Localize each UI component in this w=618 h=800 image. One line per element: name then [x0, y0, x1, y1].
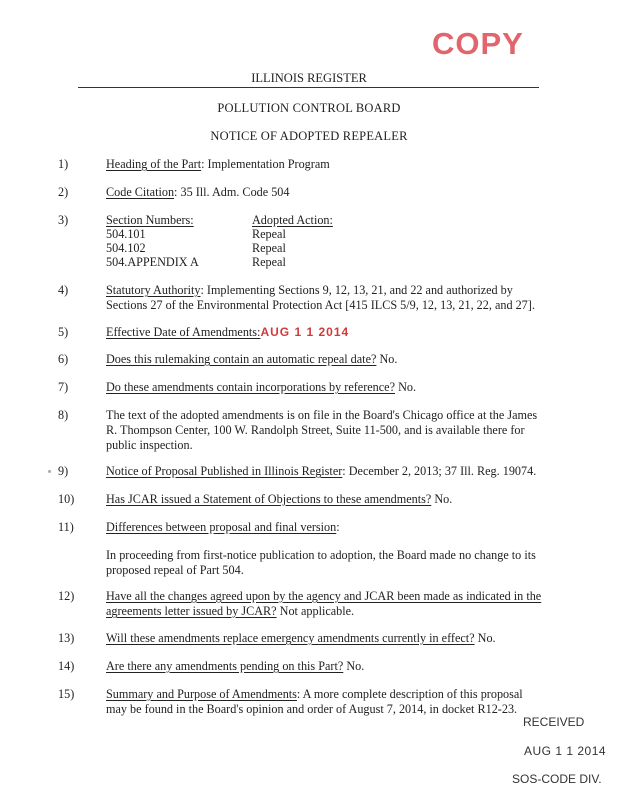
- item-label: Are there any amendments pending on this Part?: [106, 659, 344, 673]
- item-text: : Implementing Sections 9, 12, 13, 21, and 22 and authorized by: [200, 283, 513, 297]
- adopted-action: Repeal: [252, 241, 286, 255]
- register-heading: ILLINOIS REGISTER: [251, 71, 367, 85]
- section-number: 504.APPENDIX A: [106, 255, 199, 269]
- section-number: 504.102: [106, 241, 146, 255]
- item-text: : December 2, 2013; 37 Ill. Reg. 19074.: [342, 464, 537, 478]
- received-stamp-division: SOS-CODE DIV.: [512, 772, 602, 786]
- item-text-line: public inspection.: [106, 438, 193, 452]
- item-number: 4): [58, 283, 69, 297]
- item-text: No.: [431, 492, 453, 506]
- item-number: 12): [58, 589, 75, 603]
- notice-title: NOTICE OF ADOPTED REPEALER: [210, 129, 408, 143]
- item-3: [0, 213, 618, 273]
- item-label: Do these amendments contain incorporations by reference?: [106, 380, 396, 394]
- item-number: 8): [58, 408, 69, 422]
- item-label: agreements letter issued by JCAR?: [106, 604, 277, 618]
- item-label: Notice of Proposal Published in Illinois Register: [106, 464, 343, 478]
- item-text: : A more complete description of this proposal: [296, 687, 523, 701]
- item-label: Code Citation: [106, 185, 175, 199]
- item-number: 7): [58, 380, 69, 394]
- item-number: 10): [58, 492, 75, 506]
- item-number: 1): [58, 157, 69, 171]
- item-text: No.: [343, 659, 365, 673]
- item-text: : 35 Ill. Adm. Code 504: [174, 185, 290, 199]
- item-number: 3): [58, 213, 69, 227]
- received-stamp-date: AUG 1 1 2014: [524, 744, 607, 758]
- item-text-line: In proceeding from first-notice publication to adoption, the Board made no change to its: [106, 548, 536, 562]
- item-label: Effective Date of Amendments:: [106, 325, 261, 339]
- item-label: Heading of the Part: [106, 157, 202, 171]
- effective-date-stamp: AUG 1 1 2014: [260, 325, 350, 339]
- header-rule: [78, 87, 539, 88]
- item-text: :: [336, 520, 340, 534]
- item-text: : Implementation Program: [201, 157, 330, 171]
- received-stamp-label: RECEIVED: [523, 715, 585, 729]
- scan-speck: [48, 470, 51, 473]
- adopted-action-header: Adopted Action:: [252, 213, 333, 227]
- item-number: 2): [58, 185, 69, 199]
- adopted-action: Repeal: [252, 227, 286, 241]
- section-number: 504.101: [106, 227, 146, 241]
- item-number: 6): [58, 352, 69, 366]
- item-number: 9): [58, 464, 69, 478]
- item-label: Have all the changes agreed upon by the agency and JCAR been made as indicated in the: [106, 589, 542, 603]
- item-text: No.: [474, 631, 496, 645]
- item-label: Has JCAR issued a Statement of Objections to these amendments?: [106, 492, 432, 506]
- item-text-line: The text of the adopted amendments is on file in the Board's Chicago office at the James: [106, 408, 538, 422]
- item-text-line: R. Thompson Center, 100 W. Randolph Street, Suite 11-500, and is available there for: [106, 423, 525, 437]
- item-number: 13): [58, 631, 75, 645]
- item-label: Does this rulemaking contain an automatic repeal date?: [106, 352, 377, 366]
- item-label: Summary and Purpose of Amendments: [106, 687, 297, 701]
- item-label: Will these amendments replace emergency amendments currently in effect?: [106, 631, 475, 645]
- item-text-line: Sections 27 of the Environmental Protection Act [415 ILCS 5/9, 12, 13, 21, 22, and 27].: [106, 298, 535, 312]
- item-text: No.: [395, 380, 417, 394]
- item-number: 11): [58, 520, 74, 534]
- item-number: 5): [58, 325, 69, 339]
- item-number: 15): [58, 687, 75, 701]
- item-label: Differences between proposal and final version: [106, 520, 337, 534]
- item-text-line: may be found in the Board's opinion and order of August 7, 2014, in docket R12-23.: [106, 702, 518, 716]
- item-text: Not applicable.: [276, 604, 355, 618]
- item-text: No.: [376, 352, 398, 366]
- adopted-action: Repeal: [252, 255, 286, 269]
- agency-title: POLLUTION CONTROL BOARD: [217, 101, 401, 115]
- item-text-line: proposed repeal of Part 504.: [106, 563, 244, 577]
- copy-stamp: COPY: [432, 26, 524, 61]
- item-number: 14): [58, 659, 75, 673]
- item-label: Statutory Authority: [106, 283, 201, 297]
- section-numbers-header: Section Numbers:: [106, 213, 194, 227]
